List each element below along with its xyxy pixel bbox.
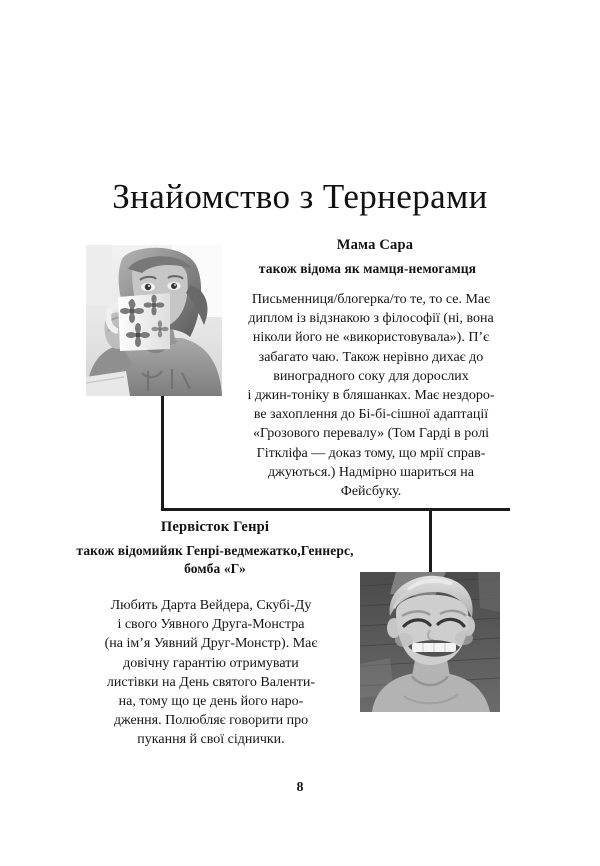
connector-line-vertical-top bbox=[161, 396, 164, 511]
text-line: дження. Полюбляє говорити про bbox=[113, 713, 309, 729]
text-line: пукання й свої сіднички. bbox=[137, 732, 285, 748]
text-line: на, тому що це день його наро- bbox=[118, 694, 304, 710]
text-line: як Генрі-ведмежатко, bbox=[167, 543, 301, 558]
entry-name-henry: Первісток Генрі bbox=[160, 519, 270, 535]
text-line: довічну гарантію отримувати bbox=[123, 655, 299, 671]
page-number: 8 bbox=[296, 780, 304, 795]
text-line: і свого Уявного Друга-Монстра bbox=[117, 617, 305, 633]
page-title: Знайомство з Тернерами bbox=[112, 177, 488, 216]
text-line: Фейсбуку. bbox=[340, 484, 402, 500]
entry-name-mother: Мама Сара bbox=[336, 237, 414, 253]
text-line: джуються.) Надмірно шариться на bbox=[268, 464, 474, 480]
text-line: диплом із відзнакою з філософії (ні, вона bbox=[248, 311, 494, 327]
entry-body-mother bbox=[222, 290, 520, 501]
text-line: і джин-тоніку в бляшанках. Має нездоро- bbox=[247, 388, 495, 404]
text-line: (на ім’я Уявний Друг-Монстр). Має bbox=[104, 636, 318, 652]
entry-body-henry bbox=[62, 596, 360, 750]
text-line: листівки на День святого Валенти- bbox=[106, 674, 316, 690]
text-line: Любить Дарта Вейдера, Скубі-Ду bbox=[110, 598, 312, 613]
text-line: Геннерс, бомба «Г» bbox=[184, 543, 354, 576]
text-line: забагато чаю. Також нерівно дихає до bbox=[258, 349, 484, 365]
text-line: Гіткліфа — доказ тому, що мрії справ- bbox=[256, 445, 486, 461]
text-line: також відомий bbox=[76, 543, 168, 558]
text-line: ве захоплення до Бі-бі-сішної адаптації bbox=[253, 407, 489, 423]
text-line: Письменниця/блогерка/то те, то се. Має bbox=[251, 292, 491, 307]
entry-alias-henry bbox=[70, 542, 360, 578]
photo-mother bbox=[86, 245, 222, 396]
connector-line-horizontal bbox=[161, 508, 510, 511]
text-line: «Грозового перевалу» (Том Гарді в ролі bbox=[253, 426, 489, 442]
text-line: виноградного соку для дорослих bbox=[273, 368, 469, 384]
text-line: ніколи його не «використовувала»). П’є bbox=[252, 330, 490, 346]
connector-line-vertical-bottom bbox=[429, 508, 432, 574]
entry-alias-mother: також відома як мамця-немогамця bbox=[258, 261, 477, 276]
photo-child bbox=[360, 572, 500, 712]
